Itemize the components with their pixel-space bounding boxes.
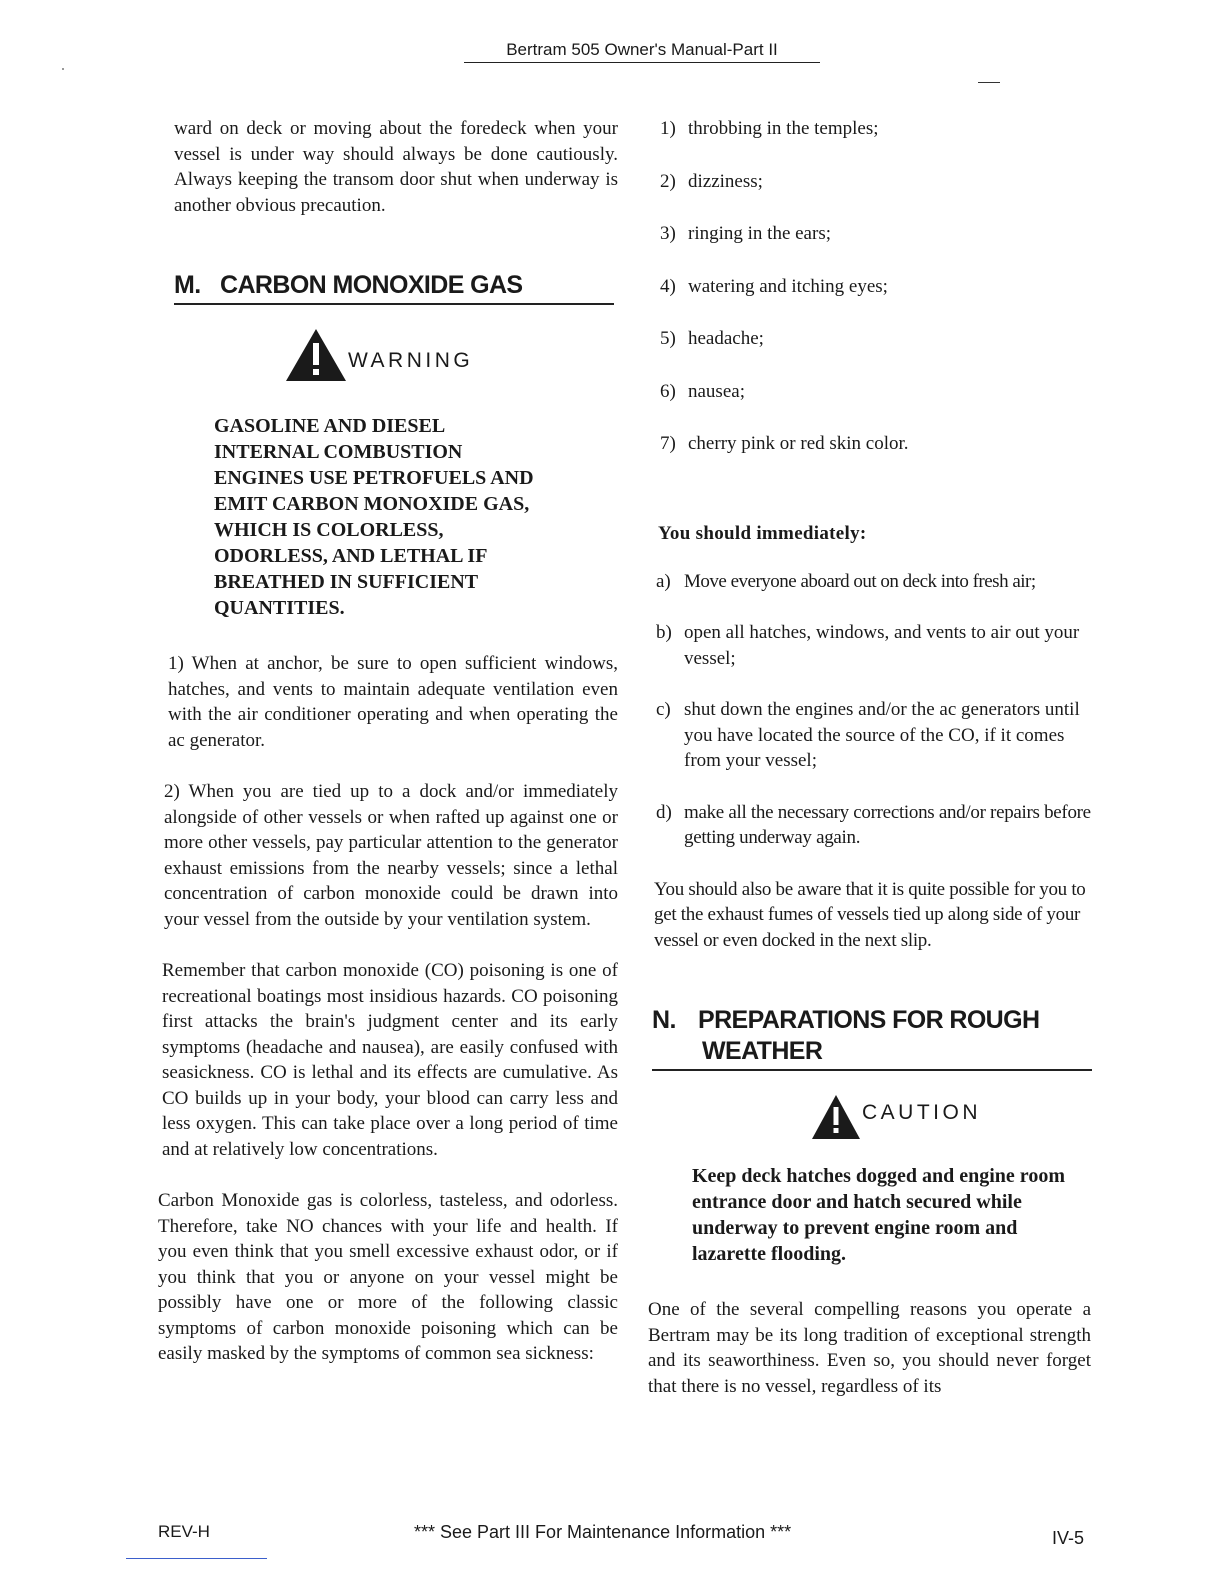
list-text: headache; — [688, 328, 764, 349]
action-list — [648, 569, 1103, 851]
list-number: 4) — [660, 275, 676, 297]
list-item — [660, 116, 1103, 169]
list-text: nausea; — [688, 380, 745, 402]
co-hazard-paragraph: Remember that carbon monoxide (CO) poisoning is one of recreational boatings most insidious hazards. CO poisoning first attacks the brain's judgment center and its early symptoms (headache and nausea), are easily confused with seasickness. CO is lethal and its effects are cumulative. As CO builds up in your body, your blood can carry less and less oxygen. This can take place over a long period of time and at relatively low concentrations. — [162, 960, 618, 1160]
warning-label: WARNING — [348, 349, 474, 372]
warning-line: ENGINES USE PETROFUELS AND — [214, 467, 534, 489]
caution-label: CAUTION — [862, 1101, 981, 1124]
list-item — [656, 697, 1103, 774]
list-text: make all the necessary corrections and/or repairs before getting underway again. — [684, 801, 1091, 848]
list-item — [660, 379, 1103, 432]
exhaust-awareness-paragraph: You should also be aware that it is quite possible for you to get the exhaust fumes of vessels tied up along side of your vessel or even docked in the next slip. — [654, 878, 1086, 951]
list-number: 7) — [660, 433, 676, 454]
list-item — [656, 800, 1103, 851]
intro-paragraph: ward on deck or moving about the foredeck when your vessel is under way should always be done cautiously. Always keeping the transom door shut when underway is another obvious precaution. — [174, 118, 618, 216]
list-number: 5) — [660, 328, 676, 349]
corner-mark — [978, 82, 1000, 83]
warning-line: WHICH IS COLORLESS, — [214, 519, 444, 541]
list-text: watering and itching eyes; — [688, 275, 888, 297]
list-text: cherry pink or red skin color. — [688, 433, 909, 454]
caution-sign — [812, 1095, 1103, 1139]
list-number: d) — [656, 801, 672, 823]
list-number: 1) — [660, 118, 676, 139]
list-text: dizziness; — [688, 170, 763, 192]
actions-heading: You should immediately: — [658, 522, 867, 544]
caution-text: Keep deck hatches dogged and engine room entrance door and hatch secured while underway to prevent engine room and lazarette flooding. — [692, 1165, 1065, 1265]
list-item — [660, 221, 1103, 274]
warning-line: GASOLINE AND DIESEL — [214, 415, 446, 437]
section-m-title: CARBON MONOXIDE GAS — [220, 271, 523, 299]
section-n-title-line2: WEATHER — [702, 1037, 823, 1065]
left-column — [158, 116, 618, 1367]
revision-label: REV-H — [158, 1522, 210, 1541]
rough-weather-paragraph: One of the several compelling reasons you operate a Bertram may be its long tradition of exceptional strength and its seaworthiness. Even so, you should never forget that there is no vessel, regardless of its — [648, 1299, 1091, 1397]
list-text: open all hatches, windows, and vents to air out your vessel; — [684, 622, 1080, 669]
warning-line: INTERNAL COMBUSTION — [214, 441, 463, 463]
section-m-heading — [174, 270, 614, 305]
warning-line: QUANTITIES. — [214, 597, 345, 619]
symptom-list — [648, 116, 1103, 457]
page-number: IV-5 — [1052, 1528, 1085, 1548]
list-number: 6) — [660, 380, 676, 402]
section-n-title-line1: PREPARATIONS FOR ROUGH — [698, 1006, 1040, 1034]
list-number: 3) — [660, 223, 676, 244]
list-text: shut down the engines and/or the ac generators until you have located the source of the CO, if it comes from your vessel; — [684, 699, 1080, 771]
list-item — [660, 326, 1103, 379]
section-n-letter: N. — [652, 1006, 676, 1034]
list-text: ringing in the ears; — [688, 223, 831, 244]
docking-paragraph: 2) When you are tied up to a dock and/or immediately alongside of other vessels or when rafted up against one or more other vessels, pay particular attention to the generator exhaust emissions from the nearby vessels; since a lethal concentration of carbon monoxide could be drawn into your vessel from the outside by your ventilation system. — [164, 781, 618, 930]
list-item — [660, 274, 1103, 327]
warning-line: ODORLESS, AND LETHAL IF — [214, 545, 488, 567]
warning-line: EMIT CARBON MONOXIDE GAS, — [214, 493, 530, 515]
footer-link-underline — [126, 1558, 267, 1559]
scan-speck — [62, 68, 64, 70]
right-column — [648, 116, 1103, 1399]
list-text: throbbing in the temples; — [688, 118, 879, 139]
list-item — [660, 169, 1103, 222]
section-m-letter: M. — [174, 271, 201, 299]
warning-sign — [286, 329, 618, 381]
list-number: a) — [656, 570, 671, 592]
list-number: b) — [656, 622, 672, 643]
list-item — [656, 620, 1103, 671]
warning-text — [214, 413, 618, 621]
footer-note: *** See Part III For Maintenance Information *** — [414, 1522, 792, 1542]
caution-triangle-icon — [812, 1095, 860, 1139]
section-n-heading — [652, 1005, 1092, 1071]
co-symptoms-intro-paragraph: Carbon Monoxide gas is colorless, tasteless, and odorless. Therefore, take NO chances with your life and health. If you even think that you smell excessive exhaust odor, or if you think that you or anyone on your vessel might be possibly have one or more of the following classic symptoms of carbon monoxide poisoning which can be easily masked by the symptoms of common sea sickness: — [158, 1190, 618, 1364]
list-item — [660, 431, 1103, 457]
anchor-paragraph: 1) When at anchor, be sure to open sufficient windows, hatches, and vents to maintain adequate ventilation even with the air conditioner operating and when operating the ac generator. — [168, 653, 618, 751]
list-text: Move everyone aboard out on deck into fresh air; — [684, 570, 1036, 592]
running-header: Bertram 505 Owner's Manual-Part II — [464, 40, 820, 63]
list-item — [656, 569, 1103, 595]
list-number: 2) — [660, 170, 676, 192]
list-number: c) — [656, 699, 671, 720]
warning-line: BREATHED IN SUFFICIENT — [214, 571, 479, 593]
warning-triangle-icon — [286, 329, 346, 381]
